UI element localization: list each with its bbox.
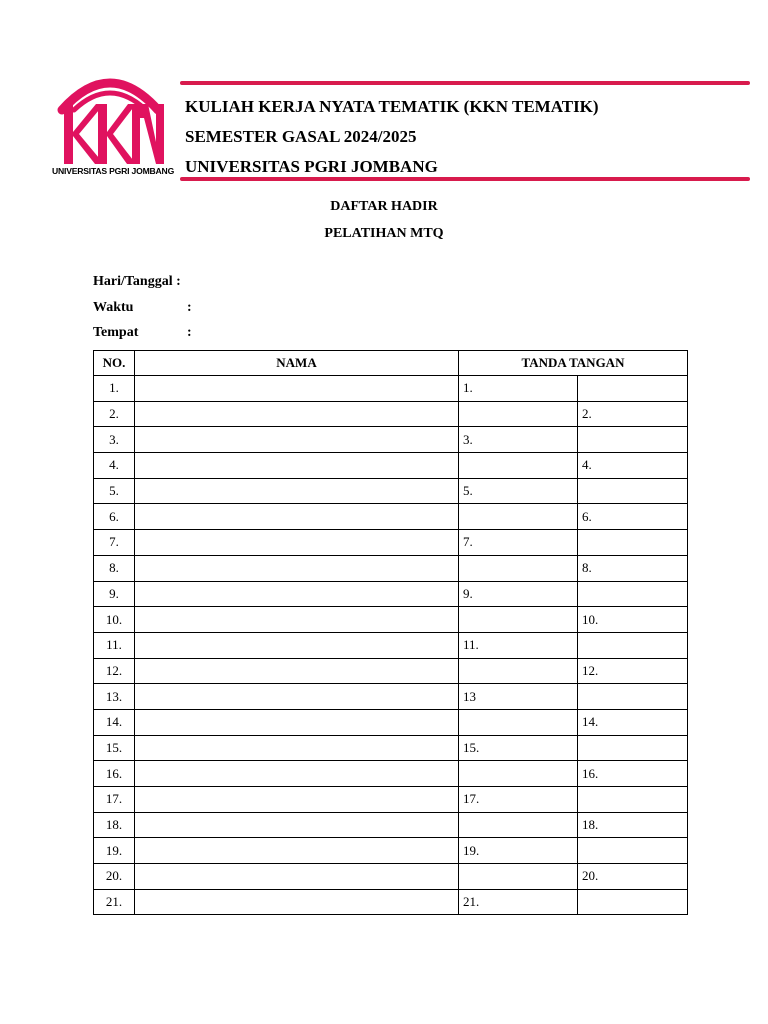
table-row [94,607,688,633]
name-cell [135,555,459,581]
logo-caption: UNIVERSITAS PGRI JOMBANG [52,166,175,176]
name-cell [135,401,459,427]
no-cell: 20. [94,864,135,890]
no-cell: 16. [94,761,135,787]
signature-right-cell [578,787,688,813]
signature-right-cell: 6. [578,504,688,530]
signature-right-cell: 12. [578,658,688,684]
signature-left-cell [459,709,578,735]
signature-left-cell [459,453,578,479]
name-cell [135,478,459,504]
table-row [94,787,688,813]
name-cell [135,607,459,633]
signature-left-cell: 21. [459,889,578,915]
no-cell: 3. [94,427,135,453]
name-cell [135,376,459,402]
meta-day-label: Hari/Tanggal : [93,274,181,289]
table-row [94,812,688,838]
letterhead [185,92,599,182]
meta-day [93,274,181,290]
doc-subtitle: PELATIHAN MTQ [324,226,444,241]
name-cell [135,787,459,813]
signature-left-cell: 15. [459,735,578,761]
table-body [94,376,688,915]
name-cell [135,761,459,787]
name-cell [135,735,459,761]
signature-left-cell [459,555,578,581]
name-cell [135,889,459,915]
no-cell: 14. [94,709,135,735]
header-tanda-tangan: TANDA TANGAN [459,351,688,376]
signature-right-cell [578,530,688,556]
meta-place-colon: : [187,325,192,340]
signature-right-cell: 10. [578,607,688,633]
table-header-row [94,351,688,376]
header-nama: NAMA [135,351,459,376]
signature-right-cell [578,376,688,402]
header-rule-top [180,81,750,85]
signature-left-cell: 7. [459,530,578,556]
no-cell: 6. [94,504,135,530]
doc-title: DAFTAR HADIR [330,199,438,214]
signature-left-cell: 17. [459,787,578,813]
name-cell [135,504,459,530]
meta-time-label: Waktu [93,300,134,315]
signature-left-cell [459,401,578,427]
name-cell [135,427,459,453]
table-row [94,427,688,453]
name-cell [135,812,459,838]
signature-right-cell: 14. [578,709,688,735]
meta-time-colon: : [187,300,192,315]
signature-left-cell: 13 [459,684,578,710]
signature-right-cell: 16. [578,761,688,787]
name-cell [135,684,459,710]
table-row [94,478,688,504]
no-cell: 18. [94,812,135,838]
signature-right-cell [578,889,688,915]
signature-right-cell [578,684,688,710]
table-row [94,735,688,761]
signature-left-cell: 11. [459,632,578,658]
kkn-logo-icon [52,70,168,166]
table-row [94,889,688,915]
name-cell [135,632,459,658]
name-cell [135,864,459,890]
name-cell [135,581,459,607]
signature-right-cell: 18. [578,812,688,838]
no-cell: 7. [94,530,135,556]
signature-left-cell: 5. [459,478,578,504]
table-row [94,453,688,479]
header-line-1: KULIAH KERJA NYATA TEMATIK (KKN TEMATIK) [185,97,599,116]
name-cell [135,658,459,684]
name-cell [135,530,459,556]
header-line-2: SEMESTER GASAL 2024/2025 [185,127,417,146]
signature-left-cell [459,658,578,684]
signature-left-cell [459,812,578,838]
signature-right-cell: 2. [578,401,688,427]
name-cell [135,838,459,864]
signature-left-cell: 3. [459,427,578,453]
signature-left-cell: 1. [459,376,578,402]
signature-right-cell [578,478,688,504]
table-row [94,504,688,530]
table-row [94,838,688,864]
no-cell: 10. [94,607,135,633]
signature-right-cell [578,838,688,864]
signature-right-cell [578,632,688,658]
signature-right-cell [578,735,688,761]
table-row [94,401,688,427]
name-cell [135,709,459,735]
table-row [94,864,688,890]
no-cell: 11. [94,632,135,658]
meta-time [93,300,192,316]
signature-left-cell [459,761,578,787]
no-cell: 21. [94,889,135,915]
header-no: NO. [94,351,135,376]
table-row [94,632,688,658]
no-cell: 9. [94,581,135,607]
no-cell: 2. [94,401,135,427]
signature-left-cell [459,864,578,890]
signature-right-cell: 4. [578,453,688,479]
signature-left-cell: 9. [459,581,578,607]
no-cell: 17. [94,787,135,813]
no-cell: 19. [94,838,135,864]
attendance-table [93,350,688,915]
kkn-logo [52,70,175,180]
meta-place [93,325,192,341]
header-rule-bottom [180,177,750,181]
no-cell: 13. [94,684,135,710]
header-line-3: UNIVERSITAS PGRI JOMBANG [185,157,438,176]
name-cell [135,453,459,479]
table-row [94,658,688,684]
no-cell: 8. [94,555,135,581]
meta-place-label: Tempat [93,325,139,340]
signature-left-cell [459,607,578,633]
no-cell: 4. [94,453,135,479]
signature-left-cell [459,504,578,530]
table-row [94,530,688,556]
table-row [94,684,688,710]
signature-right-cell [578,427,688,453]
signature-right-cell: 8. [578,555,688,581]
no-cell: 15. [94,735,135,761]
no-cell: 5. [94,478,135,504]
table-row [94,709,688,735]
no-cell: 1. [94,376,135,402]
signature-left-cell: 19. [459,838,578,864]
table-row [94,581,688,607]
table-row [94,376,688,402]
signature-right-cell [578,581,688,607]
no-cell: 12. [94,658,135,684]
table-row [94,761,688,787]
table-row [94,555,688,581]
signature-right-cell: 20. [578,864,688,890]
